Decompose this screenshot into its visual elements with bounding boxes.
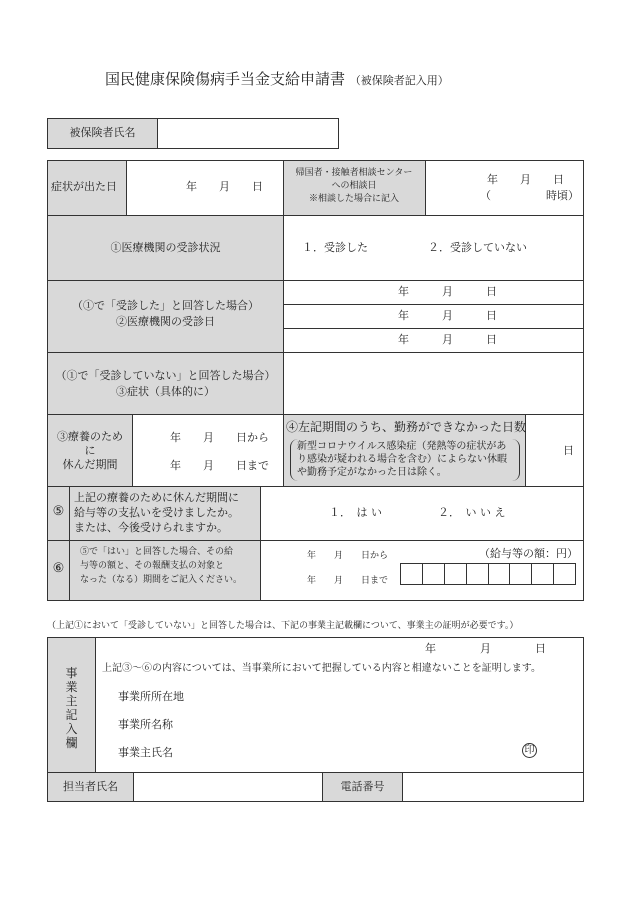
amount-digit-box[interactable]	[423, 564, 445, 584]
side-char: 欄	[65, 736, 78, 750]
onset-label: 症状が出た日	[51, 180, 117, 193]
q2-label-2: ②医療機関の受診日	[116, 315, 215, 328]
rule	[283, 304, 584, 305]
employer-owner-field[interactable]	[200, 742, 515, 762]
rule	[69, 486, 70, 601]
rule	[47, 540, 584, 541]
contact-person-field[interactable]	[134, 773, 322, 801]
employer-date-field[interactable]: 年 月 日	[425, 642, 546, 655]
rest-from-field[interactable]: 年 月 日から	[170, 431, 269, 444]
q2-visit-date-2[interactable]: 年 月 日	[398, 309, 497, 322]
employer-certify-text: 上記③～⑥の内容については、当事業所において把握している内容と相違ないことを証明します。	[102, 663, 541, 674]
q2-visit-date-3[interactable]: 年 月 日	[398, 333, 497, 346]
side-char: 主	[65, 694, 78, 708]
q5-number: ⑤	[52, 504, 65, 519]
q1-label: ①医療機関の受診状況	[110, 241, 221, 254]
side-char: 記	[65, 708, 78, 722]
q6-text-2: 与等の額と、その報酬支払の対象と	[80, 561, 225, 571]
q3-symptoms-field[interactable]	[284, 353, 583, 414]
rule	[283, 328, 584, 329]
q3-label-2: ③症状（具体的に）	[116, 385, 215, 398]
rule	[47, 486, 584, 487]
consult-label-2: への相談日	[331, 181, 377, 191]
form-title	[105, 70, 449, 90]
q4-title: ④左記期間のうち、勤務ができなかった日数	[286, 420, 527, 434]
rule	[132, 414, 133, 486]
q2-visit-date-1[interactable]: 年 月 日	[398, 285, 497, 298]
amount-digit-box[interactable]	[467, 564, 489, 584]
onset-date-field[interactable]: 年 月 日	[186, 180, 263, 193]
q6-text-3: なった（なる）期間をご記入ください。	[80, 575, 243, 585]
seal-mark-icon	[522, 743, 537, 758]
q3-label-1: （①で「受診していない」と回答した場合）	[55, 369, 276, 382]
rule	[47, 414, 584, 415]
q6-text-1: ⑤で「はい」と回答した場合、その給	[80, 547, 234, 557]
q6-amount-label: （給与等の額：円）	[479, 547, 578, 560]
amount-digit-box[interactable]	[532, 564, 554, 584]
contact-person-label: 担当者氏名	[63, 780, 118, 793]
q4-note-3: や勤務予定がなかった日は除く。	[297, 467, 447, 478]
q3-label-cell	[48, 353, 283, 414]
q6-number: ⑥	[52, 561, 65, 576]
side-char: 事	[65, 666, 78, 680]
amount-digit-box[interactable]	[554, 564, 575, 584]
rule	[283, 414, 284, 486]
form-title-main: 国民健康保険傷病手当金支給申請書	[105, 70, 346, 88]
rest-label-2: に	[84, 444, 96, 457]
q4-days-field[interactable]	[526, 415, 562, 486]
q6-amount-boxes	[400, 563, 576, 585]
q4-unit: 日	[563, 444, 574, 457]
q6-to-field[interactable]: 年 月 日まで	[307, 576, 389, 586]
consult-time-field[interactable]: （ 時頃）	[480, 189, 579, 202]
amount-digit-box[interactable]	[489, 564, 511, 584]
side-char: 入	[65, 722, 78, 736]
seal-char: 印	[524, 745, 535, 756]
rule	[126, 160, 127, 215]
consult-date-field[interactable]: 年 月 日	[487, 173, 564, 186]
amount-digit-box[interactable]	[401, 564, 423, 584]
employer-office-field[interactable]	[200, 714, 570, 734]
phone-label: 電話番号	[340, 780, 385, 793]
employer-address-field[interactable]	[200, 686, 570, 706]
form-title-sub: （被保険者記入用）	[349, 74, 449, 87]
amount-digit-box[interactable]	[445, 564, 467, 584]
employer-notice: （上記①において「受診していない」と回答した場合は、下記の事業主記載欄について、事業主の証明が必要です。）	[47, 621, 519, 631]
q1-option-visited[interactable]: １．受診した	[302, 241, 368, 254]
rest-label-1: ③療養のため	[57, 430, 123, 443]
employer-address-label: 事業所所在地	[118, 690, 184, 703]
q5-text-3: または、今後受けられますか。	[74, 521, 228, 534]
rule	[95, 637, 96, 772]
rule	[47, 215, 584, 216]
rest-label-3: 休んだ期間	[62, 458, 118, 471]
rule	[260, 486, 261, 601]
q5-text-2: 給与等の支払いを受けましたか。	[74, 506, 239, 519]
rule	[425, 160, 426, 215]
amount-digit-box[interactable]	[510, 564, 532, 584]
consult-label-3: ※相談した場合に記入	[308, 194, 399, 204]
insured-name-field[interactable]	[157, 118, 339, 149]
q5-option-yes[interactable]: １． は い	[329, 506, 382, 519]
phone-field[interactable]	[403, 773, 583, 801]
q5-text-1: 上記の療養のために休んだ期間に	[74, 491, 239, 504]
insured-name-label: 被保険者氏名	[69, 126, 136, 139]
q6-from-field[interactable]: 年 月 日から	[307, 551, 389, 561]
rest-to-field[interactable]: 年 月 日まで	[170, 459, 269, 472]
q1-option-not-visited[interactable]: ２．受診していない	[428, 241, 527, 254]
q2-label-1: （①で「受診した」と回答した場合）	[72, 299, 259, 312]
q5-option-no[interactable]: ２． い い え	[438, 506, 506, 519]
q4-note-1: 新型コロナウイルス感染症（発熱等の症状があ	[297, 441, 507, 452]
employer-side-label	[48, 666, 95, 750]
rule	[47, 280, 584, 281]
employer-owner-label: 事業主氏名	[118, 746, 173, 759]
consult-label-1: 帰国者・接触者相談センター	[295, 168, 413, 178]
employer-office-label: 事業所名称	[118, 718, 173, 731]
q4-note-2: り感染が疑われる場合を含む）によらない休暇	[297, 454, 507, 465]
side-char: 業	[65, 680, 78, 694]
